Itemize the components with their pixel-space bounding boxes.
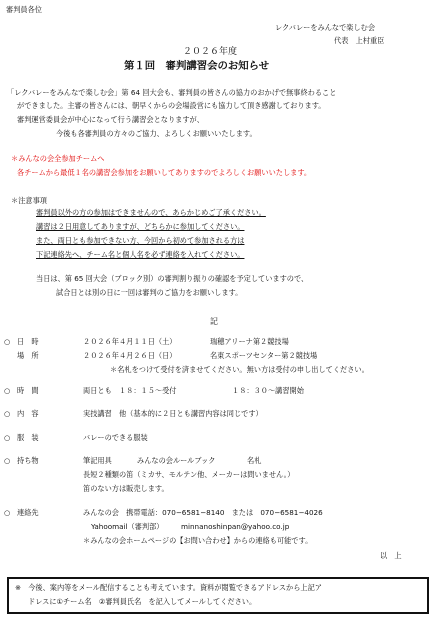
note-line-4: 下記連絡先へ、チーム名と個人名を必ず連絡を入れてください。: [36, 250, 245, 259]
session-2-venue: 名東スポーツセンター第２競技場: [210, 351, 318, 360]
item-rulebook: みんなの会ルールブック: [137, 456, 216, 465]
page-title: 第１回 審判講習会のお知らせ: [124, 60, 270, 72]
fiscal-year: ２０２６年度: [183, 47, 238, 57]
footer-notice-box: [7, 577, 429, 614]
intro-line-2: ができました。主審の皆さんには、朝早くからの会場設営にも協力して頂き感謝しております。: [17, 101, 326, 110]
content-value: 実技講習 他（基本的に２日とも講習内容は同じです）: [83, 409, 263, 418]
contact-phones: みんなの会 携帯電話：070−6581−8140 または 070−6581−4026: [83, 508, 323, 517]
item-whistles: 長短２種類の笛（ミカサ、モルテン他、メーカーは問いません。）: [83, 470, 295, 479]
footer-notice-line-2: ドレスに①チーム名 ②審判員氏名 を記入してメールしてください。: [28, 597, 257, 606]
content-label: 内 容: [17, 409, 39, 418]
ki-marker: 記: [210, 317, 218, 326]
datetime-bullet: ○: [4, 337, 11, 346]
time-label: 時 間: [17, 386, 39, 395]
footer-notice-line-1: ※ 今後、案内等をメール配信することも考えています。資料が閲覧できるアドレスから上記ア: [15, 583, 322, 592]
session-1-venue: 瑞穂アリーナ第２競技場: [210, 337, 289, 346]
attire-bullet: ○: [4, 433, 11, 442]
contact-email[interactable]: minnanoshinpan@yahoo.co.jp: [181, 522, 290, 531]
addressee: 審判員各位: [6, 5, 42, 14]
sender-org: レクバレーをみんなで楽しむ会: [275, 23, 376, 32]
session-2-date: ２０２６年４月２６日（日）: [83, 351, 177, 360]
note-line-3: また、両日とも参加できない方、今回から初めて参加される方は: [36, 236, 245, 245]
datetime-label: 日 時: [17, 337, 39, 346]
note-line-1: 審判員以外の方の参加はできませんので、あらかじめご了承ください。: [36, 208, 266, 217]
intro-line-1: 「レクバレーをみんなで楽しむ会」第 64 回大会も、審判員の皆さんの協力のおかげで無事終わること: [7, 88, 337, 97]
sender-representative: 代表 上村重臣: [334, 36, 385, 45]
contact-mail-label: Yahoomail（審判部）: [91, 522, 164, 531]
session-1-date: ２０２６年４月１１日（土）: [83, 337, 177, 346]
contact-bullet: ○: [4, 508, 11, 517]
item-name-tag: 名札: [247, 456, 262, 465]
items-bullet: ○: [4, 456, 11, 465]
contact-label: 連絡先: [17, 508, 39, 517]
item-writing-tools: 筆記用具: [83, 456, 112, 465]
whistle-sale-note: 笛のない方は販売します。: [83, 484, 169, 493]
name-tag-note: ＊名札をつけて受付を済ませてください。無い方は受付の申し出してください。: [110, 365, 369, 374]
intro-line-3: 審判運営委員会が中心になって行う講習会となりますが、: [17, 115, 204, 124]
closing-ijou: 以 上: [380, 551, 402, 560]
plan-line-2: 試合日とは別の日に一回は審判のご協力をお願いします。: [56, 288, 243, 297]
homepage-contact-note: ＊みんなの会ホームページの【お問い合わせ】からの連絡も可能です。: [83, 536, 313, 545]
start-time: １８：３０～講習開始: [232, 386, 304, 395]
notes-heading: ＊注意事項: [11, 196, 47, 205]
reception-time: 両日とも １８：１５～受付: [83, 386, 177, 395]
teams-notice-body: 各チームから最低１名の講習会参加をお願いしてありますのでよろしくお願いいたします。: [17, 168, 312, 177]
time-bullet: ○: [4, 386, 11, 395]
attire-value: バレーのできる服装: [83, 433, 148, 442]
content-bullet: ○: [4, 409, 11, 418]
note-line-2: 講習は２日用意してありますが、どちらかに参加してください。: [36, 222, 245, 231]
place-label: 場 所: [17, 351, 39, 360]
plan-line-1: 当日は、第 65 回大会（ブロック別）の審判割り振りの確認を予定していますので、: [36, 274, 309, 283]
attire-label: 服 装: [17, 433, 39, 442]
items-label: 持ち物: [17, 456, 39, 465]
intro-line-4: 今後も各審判員の方々のご協力、よろしくお願いいたします。: [56, 129, 257, 138]
teams-notice-heading: ＊みんなの会全参加チームへ: [11, 154, 105, 163]
